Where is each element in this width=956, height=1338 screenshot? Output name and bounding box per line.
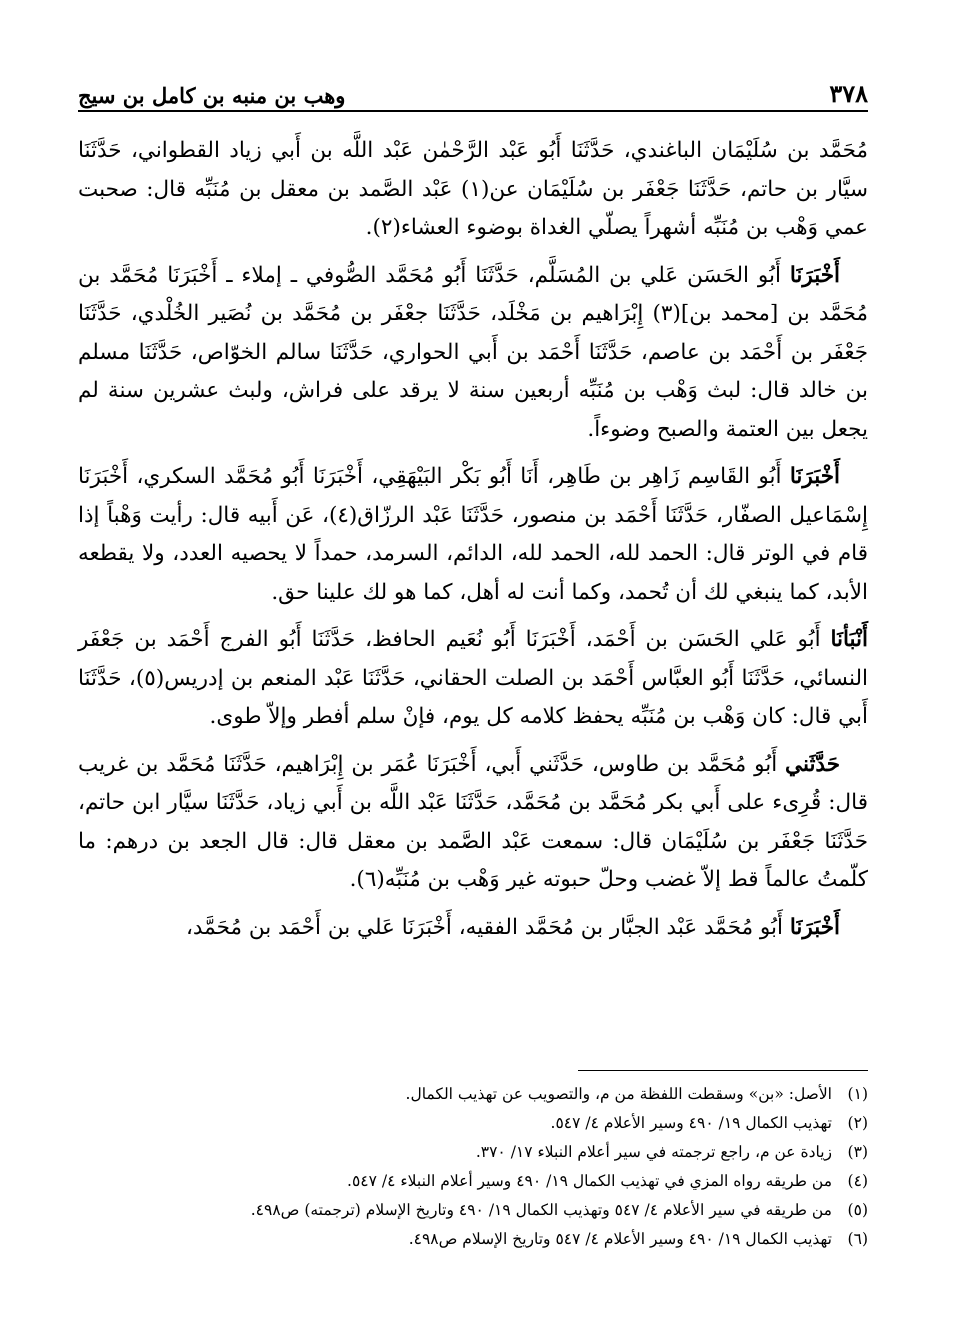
paragraph-4 bbox=[78, 621, 868, 737]
paragraph-lead: أَنْبَأنَا bbox=[830, 627, 868, 652]
footnote-number: (٣) bbox=[847, 1143, 868, 1161]
footnote-text: زيادة عن م، راجع ترجمته في سير أعلام النبلاء ١٧/ ٣٧٠. bbox=[475, 1143, 832, 1161]
paragraph-lead: أَخْبَرَنَا bbox=[789, 914, 840, 940]
footnote-text: الأصل: «بن» وسقطت اللفظة من م، والتصويب عن تهذيب الكمال. bbox=[405, 1085, 832, 1103]
footnote-number: (٥) bbox=[847, 1201, 868, 1219]
paragraph-text: أَبُو عَلي الحَسَن بن أَحْمَد، أَخْبَرَنَا أَبُو نُعَيم الحافظ، حَدَّثَنَا أَبُو الفرج أَحْمَد بن جَعْفَر النسائي، حَدَّثَنَا أَبُو العبَّاس أَحْمَد بن الصلت الحقاني، حَدَّثَنَا عَبْد المنعم بن إدريس(٥)، حَدَّثَنَا أَبي قال: كان وَهْب بن مُنَبِّه يحفظ كلامه كل يوم، فإنْ سلم أفطر وإلاّ طوى. bbox=[78, 627, 868, 729]
paragraph-text: أَبُو القَاسِم زَاهِر بن طَاهِر، أَنَا أَبُو بَكْر البَيْهَقِي، أَخْبَرَنَا أَبُو مُحَمَّد السكري، أَخْبَرَنَا إِسْمَاعيل الصفّار، حَدَّثَنَا أَحْمَد بن منصور، حَدَّثَنَا عَبْد الرزّاق(٤)، عَن أَبيه قال: رأيت وَهْباً إذا قام في الوتر قال: الحمد لله، الحمد لله، الدائم، السرمد، حمداً لا يحصيه العدد، ولا يقطعه الأبد، كما ينبغي لك أن تُحمد، وكما أنت له أهل، كما هو لك علينا حق. bbox=[78, 464, 868, 605]
footnote-2 bbox=[78, 1109, 868, 1138]
footnote-number: (٦) bbox=[847, 1230, 868, 1248]
paragraph-text: أَبُو الحَسَن عَلي بن المُسَلَّم، حَدَّثَنَا أَبُو مُحَمَّد الصُّوفي ـ إملاء ـ أَخْبَرَنَا مُحَمَّد بن مُحَمَّد بن [محمد بن](٣) إِبْرَاهيم بن مَخْلَد، حَدَّثَنَا جعْفَر بن مُحَمَّد بن نُصَير الخُلْدي، حَدَّثَنَا جَعْفَر بن أَحْمَد بن عاصم، حَدَّثَنَا أَحْمَد بن أَبي الحواري، حَدَّثَنَا سالم الخوّاص، حَدَّثَنَا مسلم بن خالد قال: لبث وَهْب بن مُنَبِّه أربعين سنة لا يرقد على فراش، ولبث عشرين سنة لم يجعل بين العتمة والصبح وضوءاً. bbox=[78, 262, 868, 442]
paragraph-lead: حَدَّثَني bbox=[785, 751, 840, 777]
footnote-text: تهذيب الكمال ١٩/ ٤٩٠ وسير الأعلام ٤/ ٥٤٧. bbox=[550, 1114, 832, 1132]
footnote-number: (٢) bbox=[847, 1114, 868, 1132]
paragraph-1 bbox=[78, 132, 868, 248]
footnotes bbox=[78, 1080, 868, 1254]
page-number: ٣٧٨ bbox=[829, 79, 868, 108]
paragraph-lead: أَخْبَرَنَا bbox=[789, 464, 840, 489]
footnote-1 bbox=[78, 1080, 868, 1109]
paragraph-6 bbox=[78, 909, 868, 948]
footnote-text: من طريقه رواه المزي في تهذيب الكمال ١٩/ ٤٩٠ وسير أعلام النبلاء ٤/ ٥٤٧. bbox=[347, 1172, 832, 1190]
footnote-4 bbox=[78, 1167, 868, 1196]
footnote-5 bbox=[78, 1196, 868, 1225]
footnote-number: (٤) bbox=[847, 1172, 868, 1190]
footnote-3 bbox=[78, 1138, 868, 1167]
footnote-separator bbox=[578, 1070, 868, 1071]
paragraph-text: أَبُو مُحَمَّد عَبْد الجبَّار بن مُحَمَّد الفقيه، أَخْبَرَنَا عَلي بن أَحْمَد بن مُحَمَّد، bbox=[185, 914, 790, 940]
paragraph-5 bbox=[78, 746, 868, 900]
footnote-text: تهذيب الكمال ١٩/ ٤٩٠ وسير الأعلام ٤/ ٥٤٧ وتاريخ الإسلام ص٤٩٨. bbox=[408, 1230, 832, 1248]
paragraph-lead: أَخْبَرَنَا bbox=[789, 262, 840, 288]
running-title: وهب بن منبه بن كامل بن سيج bbox=[78, 83, 346, 108]
paragraph-3 bbox=[78, 458, 868, 612]
footnote-6 bbox=[78, 1225, 868, 1254]
footnote-text: من طريقه في سير الأعلام ٤/ ٥٤٧ وتهذيب الكمال ١٩/ ٤٩٠ وتاريخ الإسلام (ترجمته) ص٤٩٨. bbox=[250, 1201, 832, 1219]
paragraph-text: مُحَمَّد بن سُلَيْمَان الباغندي، حَدَّثَنَا أَبُو عَبْد الرَّحْمٰن عَبْد اللَّه بن أَبي زياد القطواني، حَدَّثَنَا سيَّار بن حاتم، حَدَّثَنَا جَعْفَر بن سُلَيْمَان عن(١) عَبْد الصَّمد بن معقل بن مُنَبِّه قال: صحبت عمي وَهْب بن مُنَبِّه أشهراً يصلّي الغداة بوضوء العشاء(٢). bbox=[78, 138, 868, 240]
main-text bbox=[78, 132, 868, 956]
paragraph-2 bbox=[78, 257, 868, 450]
paragraph-text: أَبُو مُحَمَّد بن طاوس، حَدَّثَني أَبي، أَخْبَرَنَا عُمَر بن إِبْرَاهيم، حَدَّثَنَا مُحَمَّد بن غريب قال: قُرِىء على أَبي بكر مُحَمَّد بن مُحَمَّد، حَدَّثَنَا عَبْد اللَّه بن أَبي زياد، حَدَّثَنَا سيَّار ابن حاتم، حَدَّثَنَا جَعْفَر بن سُلَيْمَان قال: سمعت عَبْد الصَّمد بن معقل قال: قال الجعد بن درهم: ما كلّمتُ عالماً قط إلاّ غضب وحلّ حبوته غير وَهْب بن مُنَبِّه(٦). bbox=[78, 751, 868, 892]
footnote-number: (١) bbox=[847, 1085, 868, 1103]
page-header bbox=[78, 68, 868, 112]
